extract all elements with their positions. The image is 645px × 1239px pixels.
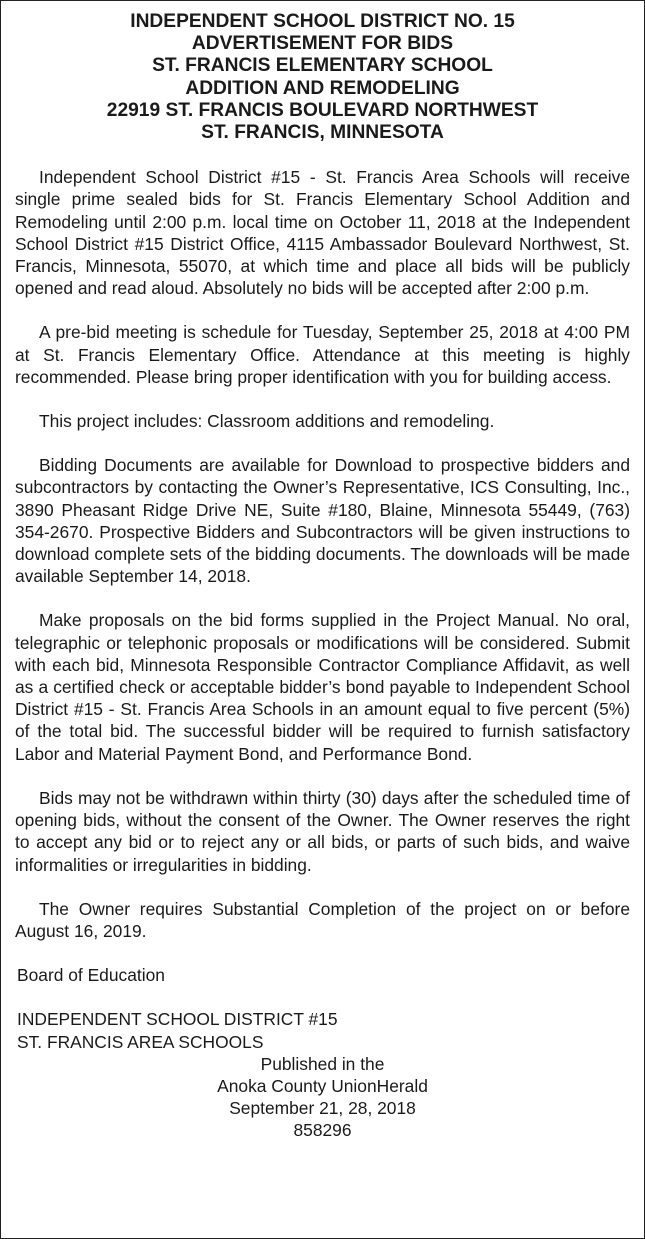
heading-line-advertisement: ADVERTISEMENT FOR BIDS (191, 33, 454, 55)
paragraph-pre-bid-meeting: A pre-bid meeting is schedule for Tuesday, September 25, 2018 at 4:00 PM at St. Francis Elementary Office. Attendance at this meeting is highly recommended. Please bring proper identification with you for building access. (15, 322, 630, 387)
signature-district: INDEPENDENT SCHOOL DISTRICT #15 (17, 1009, 338, 1030)
publication-info (15, 1053, 630, 1142)
paragraph-proposals: Make proposals on the bid forms supplied in the Project Manual. No oral, telegraphic or telephonic proposals or modifications will be considered. Submit with each bid, Minnesota Responsible Contractor Compliance Affidavit, as well as a certified check or acceptable bidder’s bond payable to Independent School District #15 - St. Francis Area Schools in an amount equal to five percent (5%) of the total bid. The successful bidder will be required to furnish satisfactory Labor and Material Payment Bond, and Performance Bond. (15, 610, 630, 764)
heading-line-school: ST. FRANCIS ELEMENTARY SCHOOL (152, 55, 493, 77)
signature-schools: ST. FRANCIS AREA SCHOOLS (17, 1031, 264, 1052)
paragraph-withdrawal: Bids may not be withdrawn within thirty (30) days after the scheduled time of opening bids, without the consent of the Owner. The Owner reserves the right to accept any bid or to reject any or all bids, or parts of such bids, and waive informalities or irregularities in bidding. (15, 787, 630, 875)
paragraph-bid-receipt: Independent School District #15 - St. Francis Area Schools will receive single prime sealed bids for St. Francis Elementary School Addition and Remodeling until 2:00 p.m. local time on October 11, 2018 at the Independent School District #15 District Office, 4115 Ambassador Boulevard Northwest, St. Francis, Minnesota, 55070, at which time and place all bids will be publicly opened and read aloud. Absolutely no bids will be accepted after 2:00 p.m. (15, 167, 630, 299)
notice-heading (15, 11, 630, 144)
notice-body (15, 144, 630, 1141)
heading-line-district: INDEPENDENT SCHOOL DISTRICT NO. 15 (130, 11, 515, 32)
publication-newspaper: Anoka County UnionHerald (217, 1075, 428, 1096)
paragraph-bidding-documents: Bidding Documents are available for Download to prospective bidders and subcontractors by contacting the Owner’s Representative, ICS Consulting, Inc., 3890 Pheasant Ridge Drive NE, Suite #180, Blaine, Minnesota 55449, (763) 354-2670. Prospective Bidders and Subcontractors will be given instructions to download complete sets of the bidding documents. The downloads will be made available September 14, 2018. (15, 455, 630, 587)
publication-line: Published in the (260, 1053, 385, 1074)
signature-board: Board of Education (17, 965, 165, 986)
publication-id: 858296 (293, 1120, 352, 1141)
publication-dates: September 21, 28, 2018 (229, 1098, 416, 1119)
heading-line-project: ADDITION AND REMODELING (185, 77, 460, 99)
paragraph-completion: The Owner requires Substantial Completion of the project on or before August 16, 2019. (15, 898, 630, 941)
heading-line-address: 22919 ST. FRANCIS BOULEVARD NORTHWEST (106, 99, 539, 121)
paragraph-project-scope: This project includes: Classroom additions and remodeling. (39, 411, 495, 432)
heading-line-city: ST. FRANCIS, MINNESOTA (201, 122, 444, 144)
